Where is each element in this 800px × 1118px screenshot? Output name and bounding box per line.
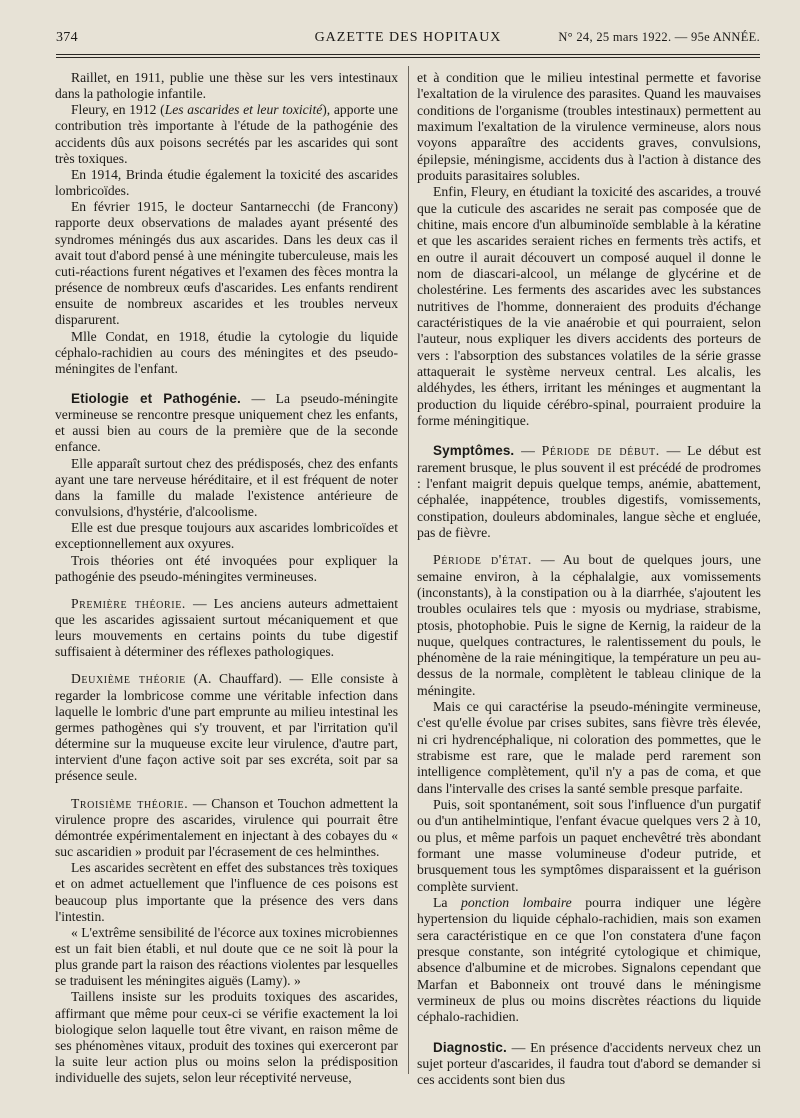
theorie-1-label: Première théorie. — [71, 595, 186, 611]
etiologie-text: — La pseudo-méningite vermineuse se rencontre presque uniquement chez les enfants, et aussi bien au cours de la première que de la seconde enfance. — [55, 390, 398, 455]
header-rule — [56, 54, 760, 58]
paragraph-theorie-3 — [55, 796, 398, 861]
fleury-text-b: ), apporte une contribution très importante à l'étude de la pathogénie des accidents dûs aux poisons secrétés par les ascarides qui sont très toxiques. — [55, 102, 399, 166]
section-diagnostic — [417, 1040, 761, 1089]
theorie-3-text: — Chanson et Touchon admettent la virulence propre des ascarides, virulence qui pourrait être démontrée expérimentalement en injectant à des cobayes du « suc ascaridien » produit par l'écrasement de ces helminthes. — [55, 795, 398, 860]
heading-diagnostic: Diagnostic. — [433, 1039, 507, 1055]
ponction-text-b: pourra indiquer une légère hypertension du liquide céphalo-rachidien, mais son examen sera caractéristique en ce que l'on constatera d'une façon presque constante, son intégrité cytologique et chimique, absence d'albumine et de microbes. Signalons cependant que Marfan et Babonneix ont trouvé dans le méningisme vermineux de plus ou moins discrètes réactions du liquide céphalo-rachidien. — [417, 895, 761, 1025]
heading-etiologie: Etiologie et Pathogénie. — [71, 390, 241, 406]
periode-etat-label: Période d'état. — [433, 552, 532, 568]
issue-info: N° 24, 25 mars 1922. — 95e ANNÉE. — [558, 30, 760, 44]
journal-title: GAZETTE DES HOPITAUX — [314, 30, 502, 45]
right-column — [417, 70, 761, 1089]
theorie-1-text: — Les anciens auteurs admettaient que les ascarides agissaient surtout mécaniquement et que leurs mouvements en certains points du tube digestif suffisaient à déterminer des réflexes pathologiques. — [55, 595, 398, 660]
paragraph-santarnecchi: En février 1915, le docteur Santarnecchi (de Francony) rapporte deux observations de malades ayant présenté des syndromes méningés dus aux ascarides. Dans les deux cas il avait tout d'abord pensé à une méningite tuberculeuse, mais les cuti-réactions furent négatives et l'examen des fèces montra la présence de nombreux œufs d'ascarides. Les enfants rendirent ensuite de nombreux ascarides et les troubles nerveux disparurent. — [55, 199, 398, 328]
periode-debut-label: Période de début. — [541, 443, 660, 459]
section-symptomes: Symptômes. — Période de début. — Le début est rarement brusque, le plus souvent il est précédé de prodromes : l'enfant maigrit depuis quelque temps, anémie, abattement, céphalée, inappétence, troubles digestifs, vomissements, constipation, douleurs abdominales, langue sèche et engluée, pas de fièvre. — [417, 443, 762, 540]
paragraph-trois-theories: Trois théories ont été invoquées pour expliquer la pathogénie des pseudo-méningites vermineuses. — [55, 552, 398, 584]
theorie-2-text: (A. Chauffard). — Elle consiste à regarder la lombricose comme une véritable infection dans laquelle le lombric d'une part emprunte au milieu intestinal les germes pathogènes qui s'y trouvent, et par l'irritation qu'il détermine sur la muqueuse excite leur virulence, d'autre part, intervient d'une façon active soit par ses excréta, soit par sa présence seule. — [55, 671, 398, 784]
heading-symptomes: Symptômes. — [433, 443, 515, 459]
paragraph-secretion: Les ascarides secrètent en effet des substances très toxiques et on admet actuellement que l'influence de ces poisons est beaucoup plus importante que la présence des vers dans l'intestin. — [55, 860, 398, 924]
fleury-text-a: Fleury, en 1912 ( — [71, 102, 165, 118]
periode-etat-text: — Au bout de quelques jours, une semaine environ, à la céphalalgie, aux vomissements (inconstants), à la constipation ou à la diarrhée, s'ajoutent les troubles oculaires tels que : myosis ou mydriase, strabisme, ptosis, photophobie. Puis le signe de Kernig, la raideur de la nuque, quelques contractures, le ralentissement du pouls, le phénomène de la raie méningitique, la température un peu au-dessus de la normale, complètent le tableau clinique de la méningite. — [417, 552, 761, 698]
paragraph-raillet: Raillet, en 1911, publie une thèse sur les vers intestinaux dans la pathologie infantile. — [55, 70, 398, 102]
paragraph-taillens: Taillens insiste sur les produits toxiques des ascarides, affirmant que même pour ceux-ci se vérifie exactement la loi biologique selon laquelle tout être vivant, en raison même de ses phénomènes vitaux, produit des toxines qui exerceront par la suite leur action plus ou moins selon la prédisposition individuelle des sujets, selon leur réceptivité nerveuse, — [55, 989, 398, 1086]
left-column — [55, 70, 398, 1086]
paragraph-periode-etat — [417, 552, 761, 699]
paragraph-fleury — [55, 102, 398, 167]
paragraph-lombricoides: Elle est due presque toujours aux ascarides lombricoïdes et exceptionnellement aux oxyures. — [55, 520, 398, 552]
section-etiologie — [55, 391, 398, 456]
diagnostic-text: — En présence d'accidents nerveux chez un sujet porteur d'ascarides, il faudra tout d'abord se demander si ces accidents sont bien dus — [417, 1039, 761, 1088]
paragraph-predisposes: Elle apparaît surtout chez des prédisposés, chez des enfants ayant une tare nerveuse héréditaire, et il est fréquent de noter dans la famille du malade l'existence antérieure de convulsions, d'hystérie, d'alcoolisme. — [55, 455, 398, 520]
ponction-term: ponction lombaire — [461, 895, 572, 911]
paragraph-fleury-toxicite: Enfin, Fleury, en étudiant la toxicité des ascarides, a trouvé que la cuticule des ascarides ne serait pas composée que de chitine, mais encore d'un albuminoïde semblable à la kératine et que les ascarides seraient riches en ferments très actifs, et en outre il aurait découvert un composé auquel il donne le nom de diascari-alcool, un mélange de glycérine et de cholestérine. Les ferments des ascarides avec les substances nutritives de l'homme, donneraient des produits d'échange caractéristiques de la vie anaérobie et qui pourraient, selon l'auteur, nous expliquer les divers accidents des porteurs de vers : l'absorption des substances volatiles de la série grasse attaquerait le système nerveux central. Les alcalis, les aldéhydes, les éthers, irritant les méninges et augmentant la production du liquide cérébro-spinal, pourraient produire la forme méningitique. — [417, 184, 761, 428]
page-number: 374 — [56, 30, 78, 45]
paragraph-caracterise: Mais ce qui caractérise la pseudo-méningite vermineuse, c'est qu'elle évolue par crises subites, sans fièvre très élevée, ni cri hydrencéphalique, ni coloration des pommettes, que le strabisme est rare, que le malade perd rarement son intelligence complètement, qu'il n'y a pas de coma, et que dans l'intervalle des crises la santé semble presque parfaite. — [417, 699, 761, 796]
paragraph-evacuation: Puis, soit spontanément, soit sous l'influence d'un purgatif ou d'un antihelmintique, l'enfant évacue quelques vers 2 à 10, ou plus, et même parfois un paquet enchevêtré très abondant formant une masse volumineuse d'odeur putride, et brusquement tous les symptômes disparaissent et la guérison complète survient. — [417, 797, 761, 894]
paragraph-brinda: En 1914, Brinda étudie également la toxicité des ascarides lombricoïdes. — [55, 166, 398, 199]
paragraph-quote-lamy: « L'extrême sensibilité de l'écorce aux toxines microbiennes est un fait bien établi, et nul doute que ce ne soit là pour la plus grande part la raison des réactions violentes par lesquelles se traduisent les méningites aiguës (Lamy). » — [55, 924, 398, 989]
paragraph-theorie-1 — [55, 596, 398, 661]
paragraph-theorie-2 — [55, 671, 398, 784]
periode-debut-text: — Le début est rarement brusque, le plus souvent il est précédé de prodromes : l'enfant maigrit depuis quelque temps, anémie, abattement, céphalée, inappétence, troubles digestifs, vomissements, constipation, douleurs abdominales, langue sèche et engluée, pas de fièvre. — [417, 443, 762, 540]
running-head — [56, 30, 760, 50]
theorie-3-label: Troisième théorie. — [71, 795, 189, 811]
paragraph-milieu-intestinal: et à condition que le milieu intestinal permette et favorise l'exaltation de la virulence des parasites. Quand les mauvaises conditions de l'organisme (troubles intestinaux) permettent au maximum l'exaltation de la virulence vermineuse, alors nous voyons apparaître des accidents graves, convulsions, épilepsie, méningisme, accidents dus à l'action à distance des produits parasitaires solubles. — [417, 70, 761, 183]
paragraph-ponction — [417, 895, 761, 1026]
fleury-title: Les ascarides et leur toxicité — [164, 102, 323, 118]
column-divider — [408, 66, 409, 1074]
paragraph-condat: Mlle Condat, en 1918, étudie la cytologie du liquide céphalo-rachidien au cours des méningites et des pseudo-méningites de l'enfant. — [55, 328, 398, 376]
theorie-2-label: Deuxième théorie — [71, 671, 186, 687]
ponction-text-a: La — [433, 895, 462, 911]
